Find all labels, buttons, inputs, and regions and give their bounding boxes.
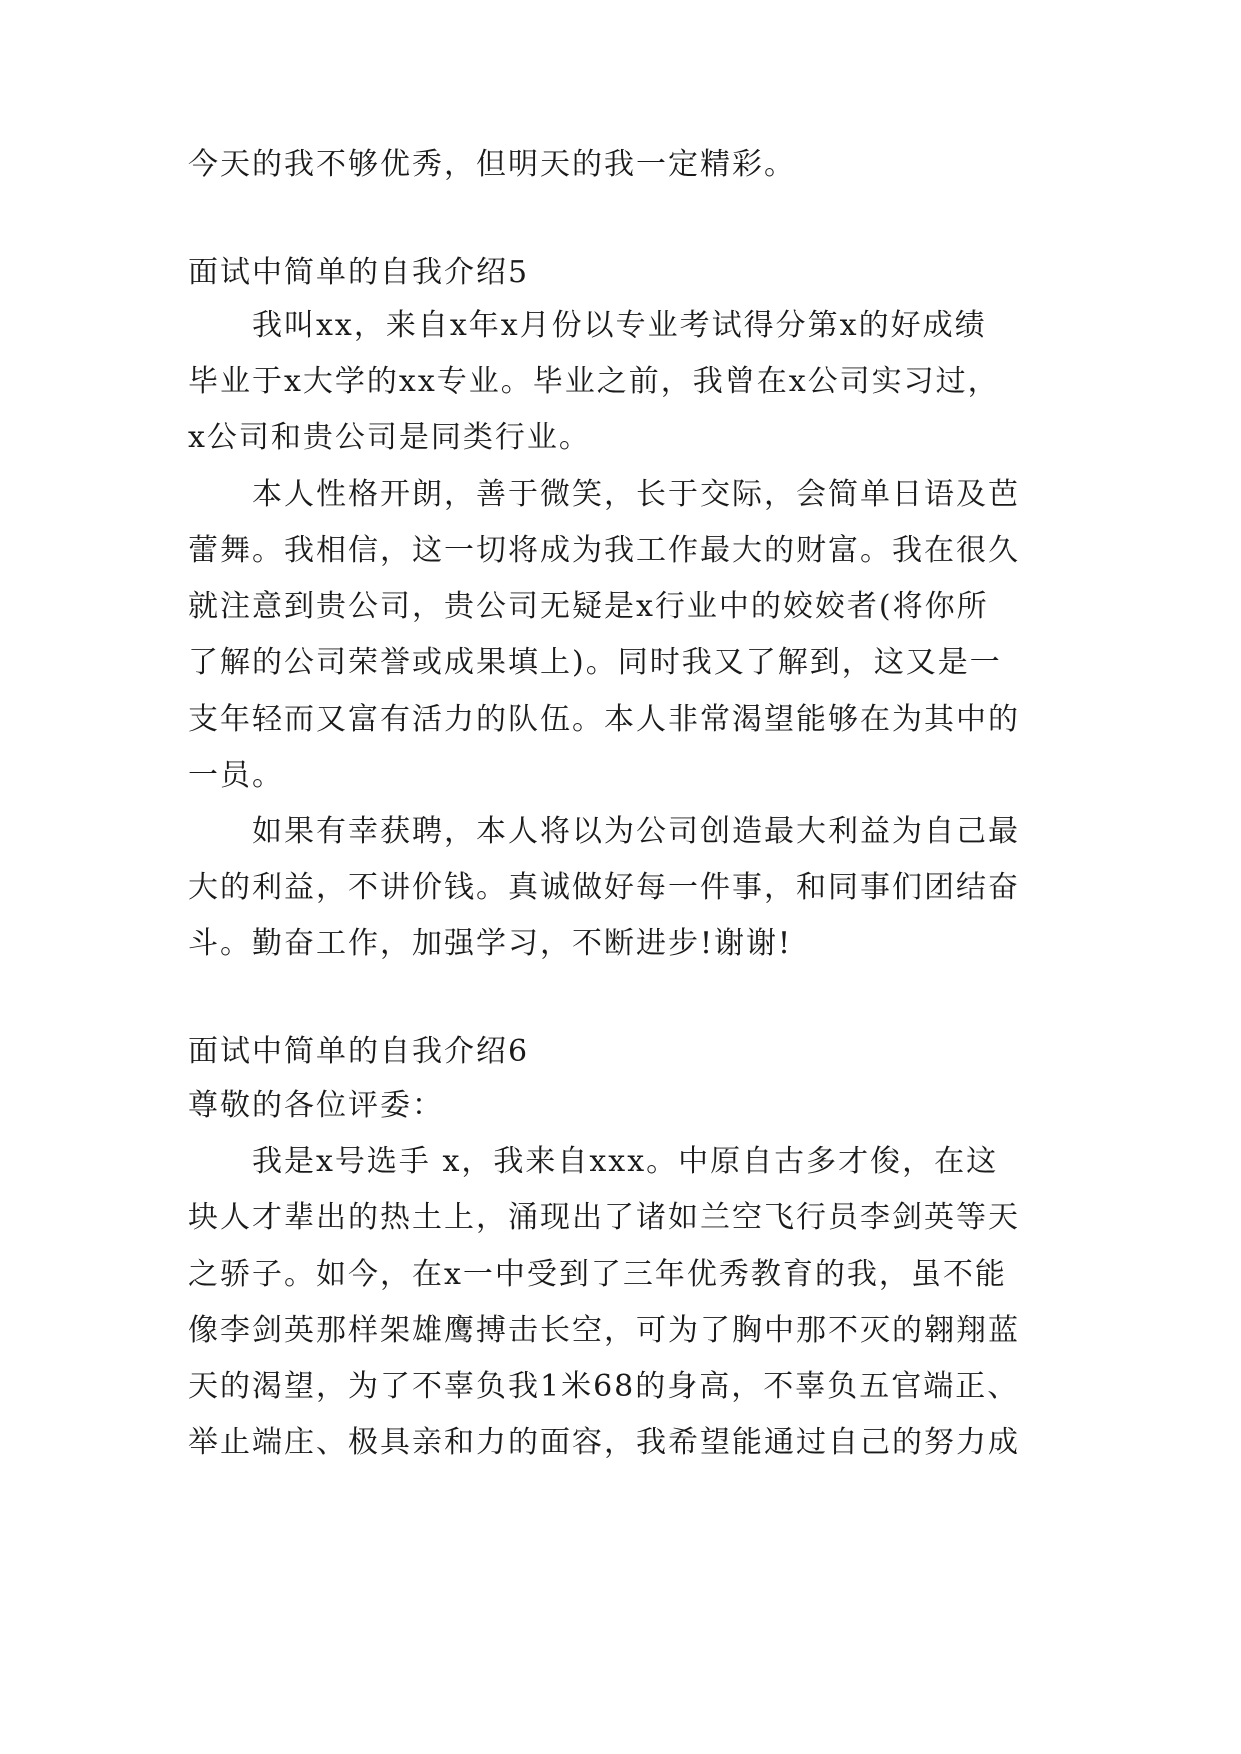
salutation: 尊敬的各位评委：: [188, 1088, 444, 1123]
text-line: 了解的公司荣誉或成果填上)。同时我又了解到，这又是一: [188, 645, 1002, 680]
text-line: 之骄子。如今，在x一中受到了三年优秀教育的我，虽不能: [188, 1257, 1007, 1292]
text-line: 我是x号选手 x，我来自xxx。中原自古多才俊，在这: [188, 1144, 999, 1179]
text-line: 毕业于x大学的xx专业。毕业之前，我曾在x公司实习过，: [188, 364, 1000, 399]
text-line: 天的渴望，为了不辜负我1米68的身高，不辜负五官端正、: [188, 1369, 1020, 1404]
text-line: 像李剑英那样架雄鹰搏击长空，可为了胸中那不灭的翱翔蓝: [188, 1313, 1020, 1348]
text-line: 我叫xx，来自x年x月份以专业考试得分第x的好成绩: [188, 308, 987, 343]
text-line: 举止端庄、极具亲和力的面容，我希望能通过自己的努力成: [188, 1425, 1020, 1460]
text-line: 蕾舞。我相信，这一切将成为我工作最大的财富。我在很久: [188, 533, 1020, 568]
section-heading-5: 面试中简单的自我介绍5: [188, 255, 530, 290]
text-line: 本人性格开朗，善于微笑，长于交际，会简单日语及芭: [188, 477, 1020, 512]
text-line: 支年轻而又富有活力的队伍。本人非常渴望能够在为其中的: [188, 702, 1020, 737]
text-line: 一员。: [188, 758, 284, 793]
text-line: x公司和贵公司是同类行业。: [188, 420, 591, 455]
text-line: 块人才辈出的热土上，涌现出了诸如兰空飞行员李剑英等天: [188, 1200, 1020, 1235]
text-line: 今天的我不够优秀，但明天的我一定精彩。: [188, 147, 796, 182]
text-line: 斗。勤奋工作，加强学习，不断进步!谢谢!: [188, 926, 793, 961]
text-line: 大的利益，不讲价钱。真诚做好每一件事，和同事们团结奋: [188, 870, 1020, 905]
text-line: 如果有幸获聘，本人将以为公司创造最大利益为自己最: [188, 814, 1020, 849]
section-heading-6: 面试中简单的自我介绍6: [188, 1034, 530, 1069]
text-line: 就注意到贵公司，贵公司无疑是x行业中的姣姣者(将你所: [188, 589, 989, 624]
